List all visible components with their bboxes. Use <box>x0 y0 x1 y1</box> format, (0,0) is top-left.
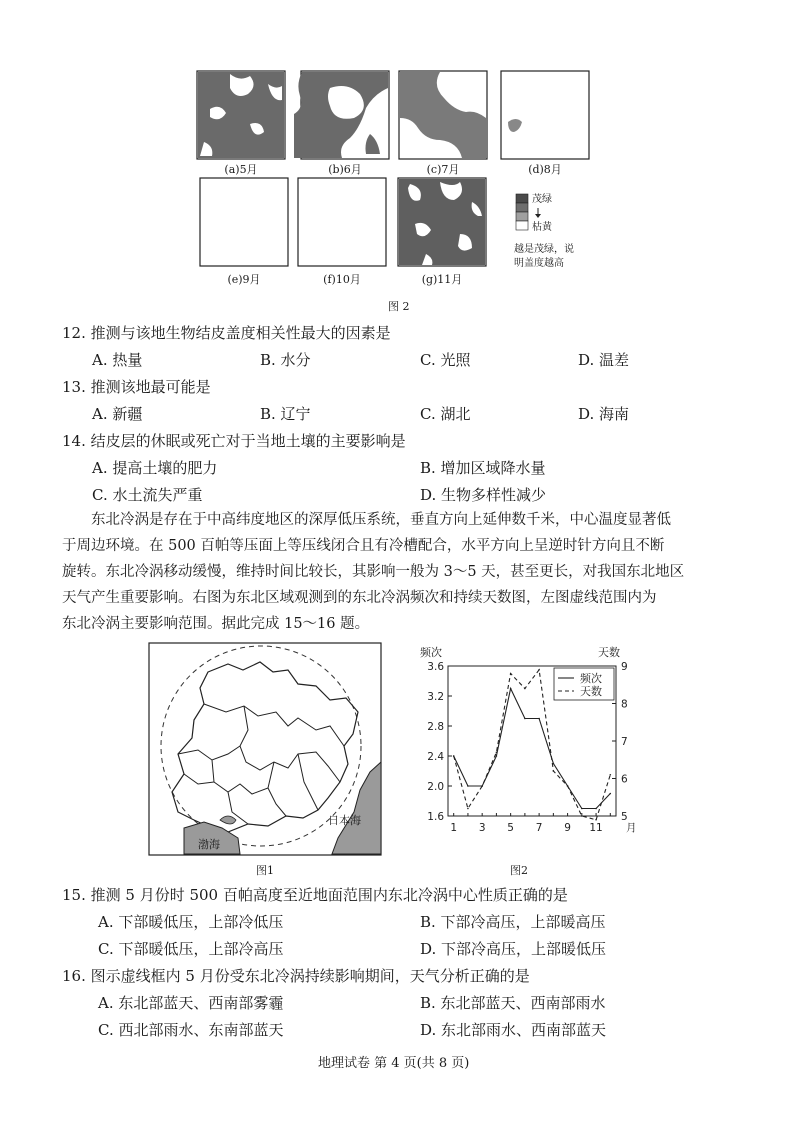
x-tick-label: 9 <box>564 822 571 834</box>
panel-may <box>197 71 285 159</box>
chart-caption: 图2 <box>510 864 528 877</box>
series-point <box>524 688 526 690</box>
q12-option-b: B. 水分 <box>260 351 311 369</box>
q15-option-b: B. 下部冷高压，上部暖高压 <box>420 913 606 931</box>
q16-option-a: A. 东北部蓝天、西南部雾霾 <box>98 994 284 1012</box>
passage-line-5: 东北冷涡主要影响范围。据此完成 15～16 题。 <box>62 616 370 632</box>
series-point <box>467 785 469 787</box>
legend-label-frequency: 频次 <box>580 672 602 685</box>
series-point <box>581 815 583 817</box>
y-right-tick-label: 9 <box>621 661 628 673</box>
y-left-tick-label: 1.6 <box>427 811 444 823</box>
panel-july <box>399 71 487 159</box>
panel-caption-august: (d)8月 <box>528 163 562 176</box>
y-right-axis-label: 天数 <box>598 646 620 659</box>
q15-option-a: A. 下部暖低压，上部冷低压 <box>98 913 284 931</box>
y-left-tick-label: 2.8 <box>427 721 444 733</box>
series-point <box>524 718 526 720</box>
q16-option-d: D. 东北部雨水、西南部蓝天 <box>420 1021 607 1039</box>
y-left-tick-label: 2.4 <box>427 751 444 763</box>
x-tick-label: 5 <box>507 822 514 834</box>
panel-october <box>298 178 386 266</box>
map-label-bohai: 渤海 <box>198 838 220 851</box>
series-point <box>481 785 483 787</box>
y-right-tick-label: 7 <box>621 736 628 748</box>
series-point <box>538 669 540 671</box>
legend-label-days: 天数 <box>580 685 602 698</box>
q14-option-d: D. 生物多样性减少 <box>420 486 547 504</box>
series-point <box>453 755 455 757</box>
q16-stem: 16. 图示虚线框内 5 月份受东北冷涡持续影响期间，天气分析正确的是 <box>62 967 530 985</box>
panel-caption-may: (a)5月 <box>224 163 258 176</box>
q13-option-b: B. 辽宁 <box>260 405 311 423</box>
panel-caption-september: (e)9月 <box>227 273 261 286</box>
figure-2-caption: 图 2 <box>388 300 410 313</box>
panel-caption-november: (g)11月 <box>421 273 463 286</box>
page-footer: 地理试卷 第 4 页(共 8 页) <box>318 1056 470 1071</box>
series-point <box>595 819 597 821</box>
q12-option-c: C. 光照 <box>420 351 471 369</box>
q13-option-d: D. 海南 <box>578 405 630 423</box>
passage-line-4: 天气产生重要影响。右图为东北区域观测到的东北冷涡频次和持续天数图，左图虚线范围内为 <box>62 590 657 606</box>
x-axis-unit: 月 <box>626 822 637 834</box>
q12-option-d: D. 温差 <box>578 351 630 369</box>
series-point <box>595 808 597 810</box>
q16-option-c: C. 西北部雨水、东南部蓝天 <box>98 1021 284 1039</box>
series-point <box>567 785 569 787</box>
q15-option-c: C. 下部暖低压，上部冷高压 <box>98 940 284 958</box>
series-line-frequency <box>454 689 611 809</box>
q12-option-a: A. 热量 <box>92 351 143 369</box>
panel-september <box>200 178 288 266</box>
y-left-axis-label: 频次 <box>420 646 442 659</box>
panel-november <box>398 178 486 266</box>
panel-caption-july: (c)7月 <box>426 163 460 176</box>
q14-stem: 14. 结皮层的休眠或死亡对于当地土壤的主要影响是 <box>62 432 406 450</box>
passage-line-1: 东北冷涡是存在于中高纬度地区的深厚低压系统，垂直方向上延伸数千米，中心温度显著低 <box>91 512 671 528</box>
q14-option-c: C. 水土流失严重 <box>92 486 203 504</box>
legend-note-line1: 越是茂绿，说 <box>514 244 574 255</box>
series-point <box>538 718 540 720</box>
series-point <box>496 755 498 757</box>
panel-august <box>501 71 589 159</box>
panel-caption-june: (b)6月 <box>328 163 362 176</box>
series-point <box>510 688 512 690</box>
series-point <box>610 774 612 776</box>
q14-option-a: A. 提高土壤的肥力 <box>92 459 218 477</box>
series-point <box>610 793 612 795</box>
panel-caption-october: (f)10月 <box>323 273 361 286</box>
legend-note-line2: 明盖度越高 <box>514 258 564 269</box>
panel-june <box>294 71 389 159</box>
legend-top-label: 茂绿 <box>532 194 552 205</box>
series-point <box>553 770 555 772</box>
legend-bottom-label: 枯黄 <box>532 222 552 233</box>
series-point <box>510 673 512 675</box>
series-point <box>467 808 469 810</box>
passage-line-2: 于周边环境。在 500 百帕等压面上等压线闭合且有冷槽配合，水平方向上呈逆时针方向且不断 <box>62 538 665 554</box>
q16-option-b: B. 东北部蓝天、西南部雨水 <box>420 994 606 1012</box>
y-right-tick-label: 6 <box>621 773 628 786</box>
q15-option-d: D. 下部冷高压，上部暖低压 <box>420 940 607 958</box>
map-label-japan-sea: 日本海 <box>328 814 361 827</box>
passage-line-3: 旋转。东北冷涡移动缓慢，维持时间比较长，其影响一般为 3～5 天，甚至更长，对我国东北地区 <box>62 564 685 580</box>
x-tick-label: 3 <box>478 822 486 834</box>
x-tick-label: 1 <box>450 822 458 834</box>
y-left-tick-label: 3.2 <box>427 691 444 703</box>
q13-stem: 13. 推测该地最可能是 <box>62 378 211 396</box>
y-right-tick-label: 5 <box>621 811 628 823</box>
q13-option-a: A. 新疆 <box>92 405 143 423</box>
x-tick-label: 7 <box>535 822 543 834</box>
series-point <box>496 751 498 753</box>
q15-stem: 15. 推测 5 月份时 500 百帕高度至近地面范围内东北冷涡中心性质正确的是 <box>62 886 568 904</box>
y-left-tick-label: 3.6 <box>427 661 444 673</box>
y-right-tick-label: 8 <box>621 698 628 711</box>
q14-option-b: B. 增加区域降水量 <box>420 459 546 477</box>
x-tick-label: 11 <box>589 822 603 834</box>
q13-option-c: C. 湖北 <box>420 405 471 423</box>
y-left-tick-label: 2.0 <box>427 781 444 793</box>
map-caption: 图1 <box>256 864 274 877</box>
cold-vortex-chart <box>404 640 648 860</box>
series-point <box>581 808 583 810</box>
q12-stem: 12. 推测与该地生物结皮盖度相关性最大的因素是 <box>62 324 391 342</box>
